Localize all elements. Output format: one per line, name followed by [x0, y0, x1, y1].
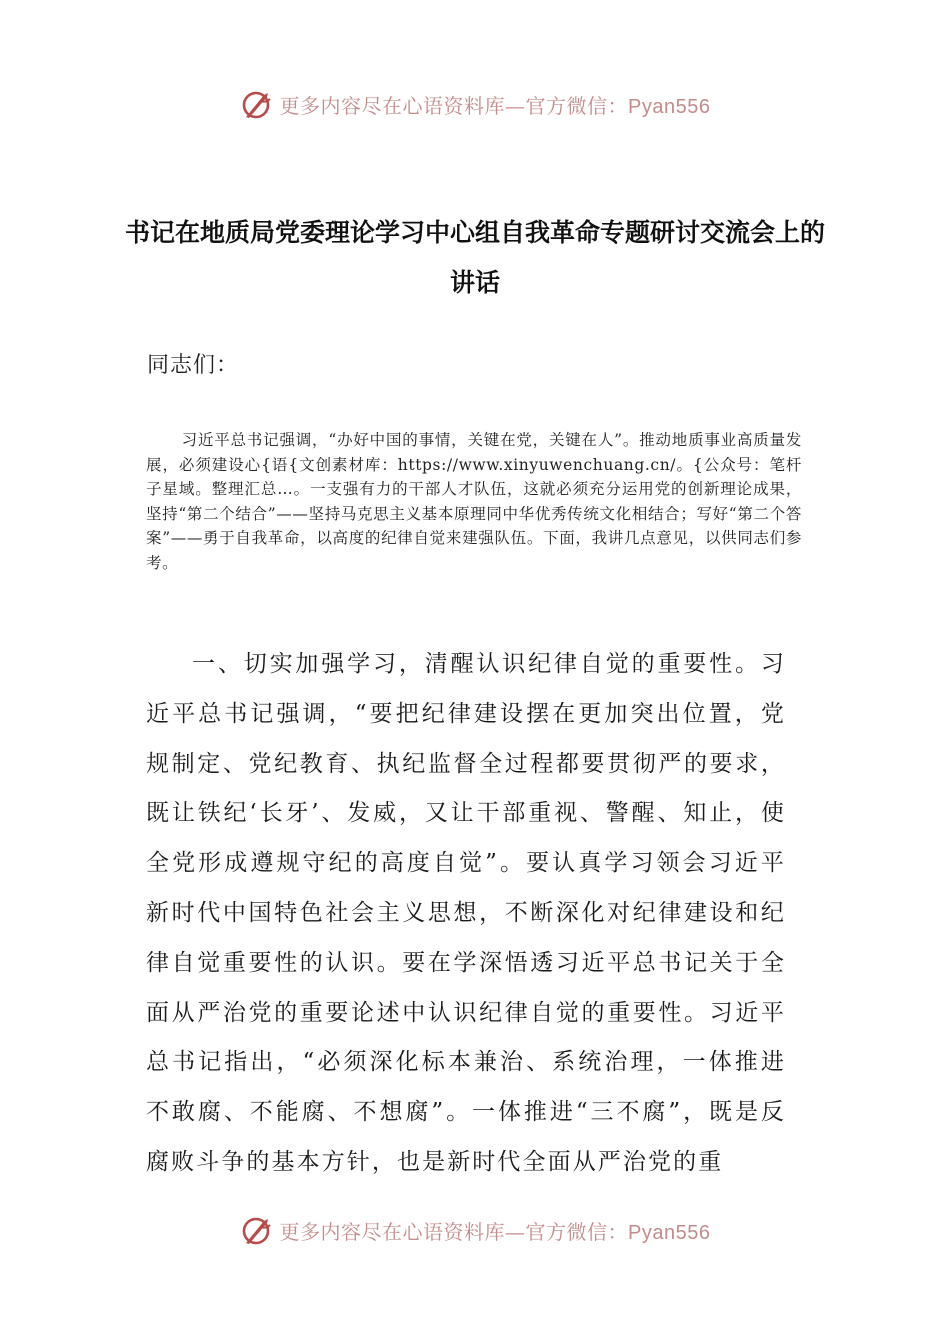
document-title: 书记在地质局党委理论学习中心组自我革命专题研讨交流会上的讲话: [124, 218, 825, 297]
watermark-content: [240, 87, 711, 121]
section-one-paragraph: 一、切实加强学习，清醒认识纪律自觉的重要性。习近平总书记强调，“要把纪律建设摆在更加突出位置，党规制定、党纪教育、执纪监督全过程都要贯彻严的要求，既让铁纪‘长牙’、发威，又让干部重视、警醒、知止，使全党形成遵规守纪的高度自觉”。要认真学习领会习近平新时代中国特色社会主义思想，不断深化对纪律建设和纪律自觉重要性的认识。要在学深悟透习近平总书记关于全面从严治党的重要论述中认识纪律自觉的重要性。习近平总书记指出，“必须深化标本兼治、系统治理，一体推进不敢腐、不能腐、不想腐”。一体推进“三不腐”，既是反腐败斗争的基本方针，也是新时代全面从严治党的重: [146, 651, 786, 1175]
watermark-text: 更多内容尽在心语资料库—官方微信：Pyan556: [279, 1219, 711, 1244]
watermark-text: 更多内容尽在心语资料库—官方微信：Pyan556: [279, 93, 711, 118]
watermark-content: [240, 1213, 711, 1247]
wechat-id: Pyan556: [628, 1221, 711, 1244]
pen-circle-icon: [240, 1213, 274, 1247]
intro-paragraph: 习近平总书记强调，“办好中国的事情，关键在党，关键在人”。推动地质事业高质量发展，必须建设心{语{文创素材库：https://www.xinyuwenchuang.cn/。{公众号：笔杆子星域。整理汇总…。一支强有力的干部人才队伍，这就必须充分运用党的创新理论成果，坚持“第二个结合”——坚持马克思主义基本原理同中华优秀传统文化相结合；写好“第二个答案”——勇于自我革命，以高度的纪律自觉来建强队伍。下面，我讲几点意见，以供同志们参考。: [146, 431, 802, 572]
watermark-banner-bottom: [0, 1210, 950, 1250]
pen-circle-icon: [240, 87, 274, 121]
wechat-id: Pyan556: [628, 95, 711, 118]
salutation: 同志们：: [147, 353, 240, 378]
watermark-banner-top: [0, 84, 950, 124]
